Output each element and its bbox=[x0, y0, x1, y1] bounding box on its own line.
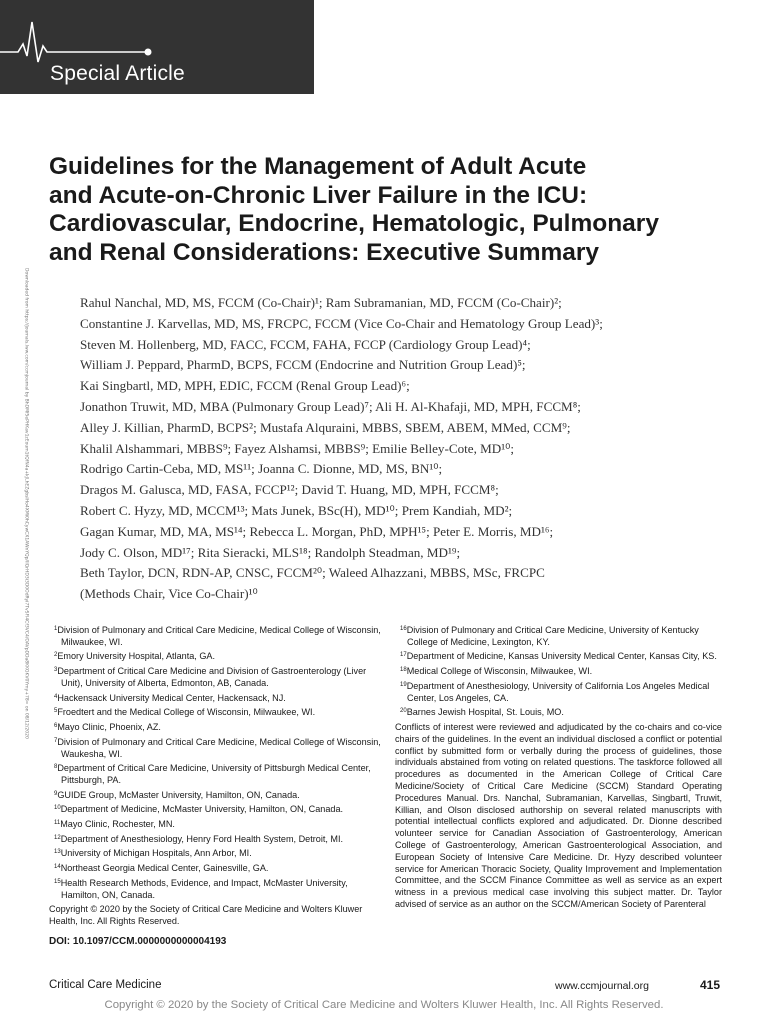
affiliations-left-column bbox=[49, 625, 381, 948]
affiliation-item bbox=[395, 707, 722, 719]
affiliation-number: 7 bbox=[54, 737, 58, 744]
affiliation-number: 4 bbox=[54, 693, 58, 700]
affiliation-item bbox=[395, 681, 722, 705]
title-line: and Renal Considerations: Executive Summary bbox=[49, 238, 600, 266]
affiliation-number: 6 bbox=[54, 723, 58, 730]
affiliation-text: Department of Anesthesiology, Henry Ford Health System, Detroit, MI. bbox=[60, 833, 344, 844]
affiliation-number: 3 bbox=[54, 667, 58, 674]
affiliation-text: Department of Anesthesiology, University of California Los Angeles Medical Center, Los Angeles, CA. bbox=[406, 680, 710, 703]
affiliation-text: Barnes Jewish Hospital, St. Louis, MO. bbox=[406, 707, 564, 718]
affiliation-text: GUIDE Group, McMaster University, Hamilton, ON, Canada. bbox=[57, 789, 300, 800]
affiliation-text: Hackensack University Medical Center, Hackensack, NJ. bbox=[57, 692, 286, 703]
author-line: Dragos M. Galusca, MD, FASA, FCCP¹²; David T. Huang, MD, MPH, FCCM⁸; bbox=[80, 482, 499, 498]
doi-link[interactable]: DOI: 10.1097/CCM.0000000000004193 bbox=[49, 935, 227, 947]
conflicts-of-interest: Conflicts of interest were reviewed and adjudicated by the co-chairs and co-vice chairs of the guidelines. In the event an individual disclosed a conflict or potential conflict by submitted form or verbally during the process of guidelines, those individuals abstained from voting on related questions. The taskforce followed all procedures as documented in the American College of Critical Care Medicine/Society of Critical Care Medicine (SCCM) Standard Operating Procedures Manual. Drs. Nanchal, Subramanian, Karvellas, Singbartl, Truwit, Killian, and Olson disclosed authorship on several related manuscripts with potential intellectual conflicts explored and adjudicated. Dr. Dionne described volunteer service for Canadian Association of Gastroenterology, American College of Gastroenterology, American Gastroenterological Association, and European Society of Intensive Care Medicine. Dr. Hyzy described volunteer service for American Thoracic Society, Quality Improvement and Implementation Committee, and the SCCM Finance Committee as well as service as an expert witness in a previous medical case involving this subject matter. Dr. Taylor advised of service as an author on the SCCM/American Society of Parenteral bbox=[395, 722, 722, 909]
author-line: Robert C. Hyzy, MD, MCCM¹³; Mats Junek, BSc(H), MD¹⁰; Prem Kandiah, MD²; bbox=[80, 502, 513, 518]
affiliation-item bbox=[49, 625, 381, 649]
author-line: Steven M. Hollenberg, MD, FACC, FCCM, FAHA, FCCP (Cardiology Group Lead)⁴; bbox=[80, 336, 531, 352]
affiliation-item bbox=[49, 737, 381, 761]
affiliation-number: 18 bbox=[400, 667, 407, 674]
author-line: Constantine J. Karvellas, MD, MS, FRCPC, FCCM (Vice Co-Chair and Hematology Group Lead)³; bbox=[80, 315, 603, 331]
affiliation-number: 16 bbox=[400, 626, 407, 632]
affiliation-item bbox=[49, 819, 381, 831]
author-list bbox=[80, 293, 750, 605]
page-number: 415 bbox=[700, 978, 721, 992]
affiliation-text: Department of Medicine, Kansas University Medical Center, Kansas City, KS. bbox=[406, 651, 717, 662]
affiliation-text: Department of Critical Care Medicine, University of Pittsburgh Medical Center, Pittsburgh, PA. bbox=[57, 763, 371, 785]
author-line: Khalil Alshammari, MBBS⁹; Fayez Alshamsi, MBBS⁹; Emilie Belley-Cote, MD¹⁰; bbox=[80, 440, 515, 456]
affiliation-text: Mayo Clinic, Rochester, MN. bbox=[60, 819, 175, 830]
affiliation-text: Department of Critical Care Medicine and Division of Gastroenterology (Liver Unit), University of Alberta, Edmonton, AB, Canada. bbox=[57, 666, 367, 688]
author-line: Jonathon Truwit, MD, MBA (Pulmonary Group Lead)⁷; Ali H. Al-Khafaji, MD, MPH, FCCM⁸; bbox=[80, 398, 581, 414]
affiliation-number: 8 bbox=[54, 764, 58, 771]
author-line: William J. Peppard, PharmD, BCPS, FCCM (Endocrine and Nutrition Group Lead)⁵; bbox=[80, 357, 526, 373]
author-line: Kai Singbartl, MD, MPH, EDIC, FCCM (Renal Group Lead)⁶; bbox=[80, 378, 410, 394]
affiliation-number: 5 bbox=[54, 708, 58, 715]
author-line: Jody C. Olson, MD¹⁷; Rita Sieracki, MLS¹⁸; Randolph Steadman, MD¹⁹; bbox=[80, 544, 461, 560]
affiliation-item bbox=[49, 707, 381, 719]
affiliation-item bbox=[49, 878, 381, 902]
journal-url[interactable]: www.ccmjournal.org bbox=[555, 980, 649, 992]
affiliation-item bbox=[49, 651, 381, 663]
section-label: Special Article bbox=[50, 62, 185, 85]
affiliation-text: Division of Pulmonary and Critical Care Medicine, University of Kentucky College of Medicine, Lexington, KY. bbox=[406, 625, 699, 647]
affiliation-number: 2 bbox=[54, 652, 58, 659]
affiliation-number: 9 bbox=[54, 790, 58, 797]
footer-copyright: Copyright © 2020 by the Society of Critical Care Medicine and Wolters Kluwer Health, Inc. All Rights Reserved. bbox=[104, 999, 664, 1011]
author-line: Gagan Kumar, MD, MA, MS¹⁴; Rebecca L. Morgan, PhD, MPH¹⁵; Peter E. Morris, MD¹⁶; bbox=[80, 523, 554, 539]
affiliation-text: University of Michigan Hospitals, Ann Arbor, MI. bbox=[60, 848, 252, 859]
affiliation-text: Medical College of Wisconsin, Milwaukee, WI. bbox=[406, 666, 593, 677]
affiliation-item bbox=[49, 722, 381, 734]
affiliation-text: Emory University Hospital, Atlanta, GA. bbox=[57, 651, 216, 662]
author-line: (Methods Chair, Vice Co-Chair)¹⁰ bbox=[80, 586, 258, 602]
affiliation-number: 17 bbox=[400, 652, 407, 659]
copyright-notice: Copyright © 2020 by the Society of Critical Care Medicine and Wolters Kluwer Health, Inc. All Rights Reserved. bbox=[49, 904, 363, 927]
affiliation-number: 12 bbox=[54, 834, 61, 841]
affiliation-text: Division of Pulmonary and Critical Care Medicine, Medical College of Wisconsin, Milwaukee, WI. bbox=[57, 625, 381, 647]
author-line: Alley J. Killian, PharmD, BCPS²; Mustafa Alquraini, MBBS, SBEM, ABEM, MMed, CCM⁹; bbox=[80, 419, 571, 435]
affiliation-item bbox=[395, 625, 722, 649]
affiliation-item bbox=[49, 848, 381, 860]
title-line: and Acute-on-Chronic Liver Failure in the ICU: bbox=[49, 181, 588, 209]
affiliation-text: Division of Pulmonary and Critical Care Medicine, Medical College of Wisconsin, Waukesha, WI. bbox=[57, 736, 381, 759]
affiliation-item bbox=[49, 763, 381, 787]
affiliation-text: Department of Medicine, McMaster University, Hamilton, ON, Canada. bbox=[60, 804, 344, 815]
affiliation-number: 15 bbox=[54, 878, 61, 885]
author-line: Rahul Nanchal, MD, MS, FCCM (Co-Chair)¹; Ram Subramanian, MD, FCCM (Co-Chair)²; bbox=[80, 295, 562, 310]
affiliation-text: Froedtert and the Medical College of Wisconsin, Milwaukee, WI. bbox=[57, 707, 316, 718]
affiliation-number: 20 bbox=[400, 708, 407, 715]
author-line: Beth Taylor, DCN, RDN-AP, CNSC, FCCM²⁰; Waleed Alhazzani, MBBS, MSc, FRCPC bbox=[80, 565, 545, 581]
affiliation-item bbox=[395, 666, 722, 678]
section-banner bbox=[0, 0, 314, 94]
affiliation-text: Mayo Clinic, Phoenix, AZ. bbox=[57, 722, 161, 733]
download-notice: Downloaded from https://journals.lww.com/ccmjournal by BhDMf5ePHKav1zEoum1tQfN4a+kJLhEZgbsIHo4XMi0hCywCX1AWnYQp/IlQrHD3i3D0OdRyi7TvSFl4Cf3VC4/OAVpDDa8KKGKV0Ymy+78= on 08/12/2020 bbox=[23, 268, 29, 739]
affiliation-item bbox=[49, 863, 381, 875]
author-line: Rodrigo Cartin-Ceba, MD, MS¹¹; Joanna C. Dionne, MD, MS, BN¹⁰; bbox=[80, 461, 443, 477]
article-title bbox=[49, 153, 739, 267]
affiliation-text: Northeast Georgia Medical Center, Gainesville, GA. bbox=[60, 863, 269, 874]
affiliation-item bbox=[395, 651, 722, 663]
affiliation-item bbox=[49, 834, 381, 846]
affiliation-item bbox=[49, 693, 381, 705]
affiliation-number: 14 bbox=[54, 864, 61, 871]
affiliation-number: 11 bbox=[54, 820, 61, 827]
affiliation-text: Health Research Methods, Evidence, and Impact, McMaster University, Hamilton, ON, Canada. bbox=[60, 877, 348, 900]
journal-name: Critical Care Medicine bbox=[49, 979, 162, 991]
affiliation-item bbox=[49, 804, 381, 816]
affiliation-item bbox=[49, 666, 381, 690]
affiliations-right-column bbox=[395, 625, 722, 911]
affiliation-number: 1 bbox=[54, 626, 58, 632]
affiliation-number: 19 bbox=[400, 681, 407, 688]
affiliation-number: 10 bbox=[54, 805, 61, 812]
title-line: Cardiovascular, Endocrine, Hematologic, Pulmonary bbox=[49, 210, 659, 237]
title-line: Guidelines for the Management of Adult Acute bbox=[49, 153, 587, 180]
affiliation-number: 13 bbox=[54, 849, 61, 856]
affiliation-item bbox=[49, 790, 381, 802]
